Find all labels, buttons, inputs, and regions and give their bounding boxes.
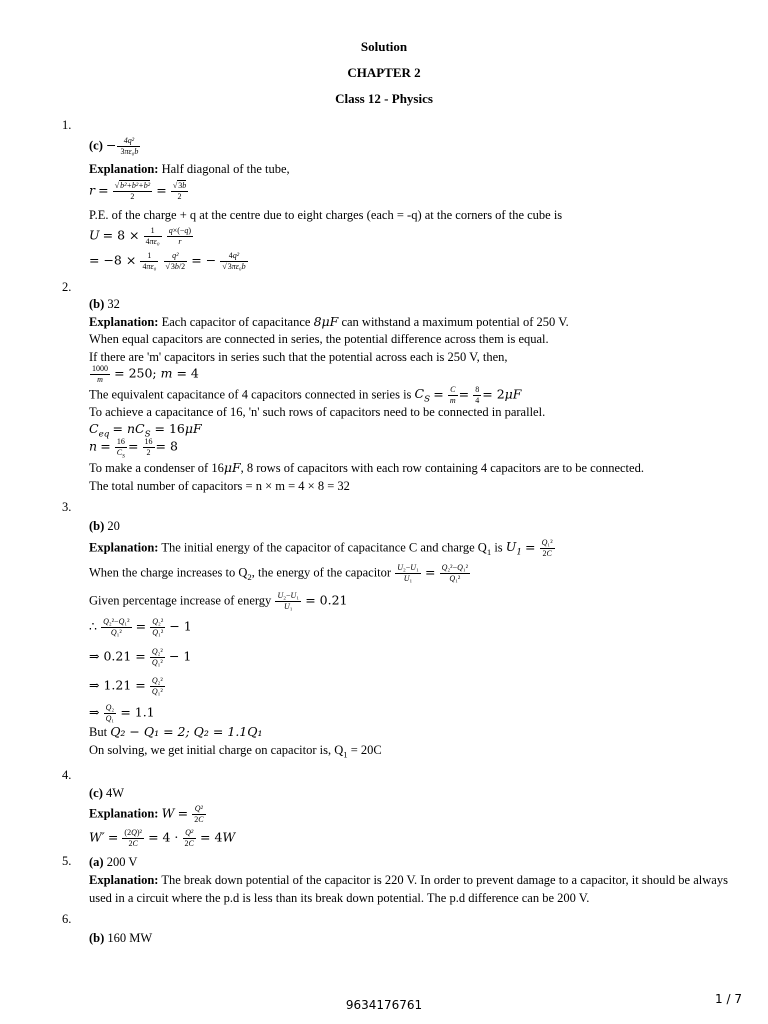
text-line: Given percentage increase of energy $\frac{\text{U₂−U₁}}{\text{U₁}}$ = 0.21 xyxy=(89,591,348,611)
formula-line: n = $\frac{16}{C_S}$ = $\frac{16}{2}$ = 8 xyxy=(89,437,178,460)
formula-line: ⇒ 1.21 = $\frac{\text{Q₂²}}{\text{Q₁²}}$ xyxy=(89,676,163,696)
question-number: 3. xyxy=(62,500,72,514)
answer-option: (c) xyxy=(89,138,103,153)
answer-line xyxy=(89,518,120,534)
text-line: To make a condenser of 16μF, 8 rows of capacitors with each row containing 4 capacitors are to be connected. xyxy=(89,460,644,475)
answer-text: 4W xyxy=(106,786,125,800)
text-line: When equal capacitors are connected in series, the potential difference across them is equal. xyxy=(89,332,549,346)
formula-line: W′ = $\frac{\text{(2Q)²}}{2C}$ = 4 · $\frac{\text{Q²}}{2C}$ = 4W xyxy=(89,828,236,848)
answer-line xyxy=(89,854,137,870)
answer-line xyxy=(89,296,120,312)
text-line: If there are 'm' capacitors in series such that the potential across each is 250 V, then, xyxy=(89,350,508,364)
answer-option: (c) xyxy=(89,786,103,800)
question-number: 2. xyxy=(62,280,72,294)
answer-option: (b) xyxy=(89,297,105,311)
text-line: When the charge increases to $Q_2$, the energy of the capacitor $\frac{\text{U₂−U₁}}{\text{U₁}}$ = $\frac{\text{Q₂²−Q₁²}}{\text{Q₁²}}$ xyxy=(89,563,469,583)
explanation-label: Explanation: xyxy=(89,162,159,176)
answer-text: 160 MW xyxy=(107,931,153,945)
answer-option: (b) xyxy=(89,519,105,533)
question-number: 1. xyxy=(62,118,72,132)
explanation-label: Explanation: xyxy=(89,315,159,329)
answer-option: (a) xyxy=(89,855,104,869)
text-line: The total number of capacitors = n × m = 4 × 8 = 32 xyxy=(89,479,350,493)
question-number: 6. xyxy=(62,912,72,926)
explanation-label: Explanation: xyxy=(89,540,159,555)
question-number: 4. xyxy=(62,768,72,782)
explanation-line xyxy=(89,871,739,907)
answer-option: (b) xyxy=(89,931,105,945)
text-line: P.E. of the charge + q at the centre due to eight charges (each = -q) at the corners of the cube is xyxy=(89,208,563,222)
explanation-text: The break down potential of the capacitor is 220 V. In order to prevent damage to a capacitor, it should be always used in a circuit where the p.d is less than its break down potential. The p.d difference can be 200 V. xyxy=(89,873,728,905)
explanation-line xyxy=(89,161,290,177)
explanation-label: Explanation: xyxy=(89,873,159,887)
formula-line: = −8 × $\frac{1}{\text{4πε₀}}$ $\frac{\text{q²}}{√3b/2}$ = − $\frac{\text{4q²}}{\text{√3πε₀b}}$ xyxy=(89,251,246,271)
text-line: To achieve a capacitance of 16, 'n' such rows of capacitors need to be connected in parallel. xyxy=(89,405,546,419)
text-line: But Q₂ − Q₁ = 2; Q₂ = 1.1Q₁ xyxy=(89,724,263,739)
text-line: The equivalent capacitance of 4 capacitors connected in series is $C_S$ = $\frac{C}{m}$ = $\frac{8}{4}$ = 2μF xyxy=(89,385,522,405)
class-title: Class 12 - Physics xyxy=(335,91,433,106)
explanation-line: Explanation: Each capacitor of capacitance 8μF can withstand a maximum potential of 250 V. xyxy=(89,314,569,329)
answer-text: 200 V xyxy=(106,855,138,869)
formula-line: ⇒ 0.21 = $\frac{\text{Q₂²}}{\text{Q₁²}}$ − 1 xyxy=(89,647,192,667)
answer-line xyxy=(89,930,152,946)
footer-phone: 9634176761 xyxy=(345,998,423,1012)
formula-line: $\frac{1000}{m}$ = 250; m = 4 xyxy=(92,364,199,384)
answer-text: 32 xyxy=(107,297,120,311)
answer-text: 20 xyxy=(107,519,120,533)
explanation-line: Explanation: The initial energy of the capacitor of capacitance C and charge $Q_1$ is $U_1$ = $\frac{\text{Q₁²}}{2C}$ xyxy=(89,538,553,558)
chapter-title: CHAPTER 2 xyxy=(347,65,421,80)
answer-line: (c) − $\frac{\text{4q²}}{\text{3πε₀b}}$ xyxy=(89,136,139,156)
explanation-label: Explanation: xyxy=(89,806,159,821)
doc-title: Solution xyxy=(360,39,408,54)
question-number: 5. xyxy=(62,854,72,868)
page-indicator: 1 / 7 xyxy=(715,992,742,1006)
formula-line: U = 8 × $\frac{1}{\text{4πε₀}}$ $\frac{q\times(-q)}{r}$ xyxy=(89,226,192,246)
formula-line: ∴ $\frac{\text{Q₂²−Q₁²}}{\text{Q₁²}}$ = $\frac{\text{Q₂²}}{\text{Q₁²}}$ − 1 xyxy=(89,617,192,637)
answer-line xyxy=(89,785,124,801)
explanation-text: Half diagonal of the tube, xyxy=(161,162,290,176)
text-line: On solving, we get initial charge on capacitor is, $Q_1 = 20C$ xyxy=(89,743,382,760)
explanation-line: Explanation: W = $\frac{\text{Q²}}{2C}$ xyxy=(89,804,204,824)
formula-line: r = $\frac{\text{√b²+b²+b²}}{2}$ = $\frac{√3b}{2}$ xyxy=(89,181,187,201)
formula-line: ⇒ $\frac{\text{Q₂}}{\text{Q₁}}$ = 1.1 xyxy=(89,703,155,723)
formula-line: $C_{eq} = nC_S = 16\mu F$ xyxy=(89,421,202,440)
